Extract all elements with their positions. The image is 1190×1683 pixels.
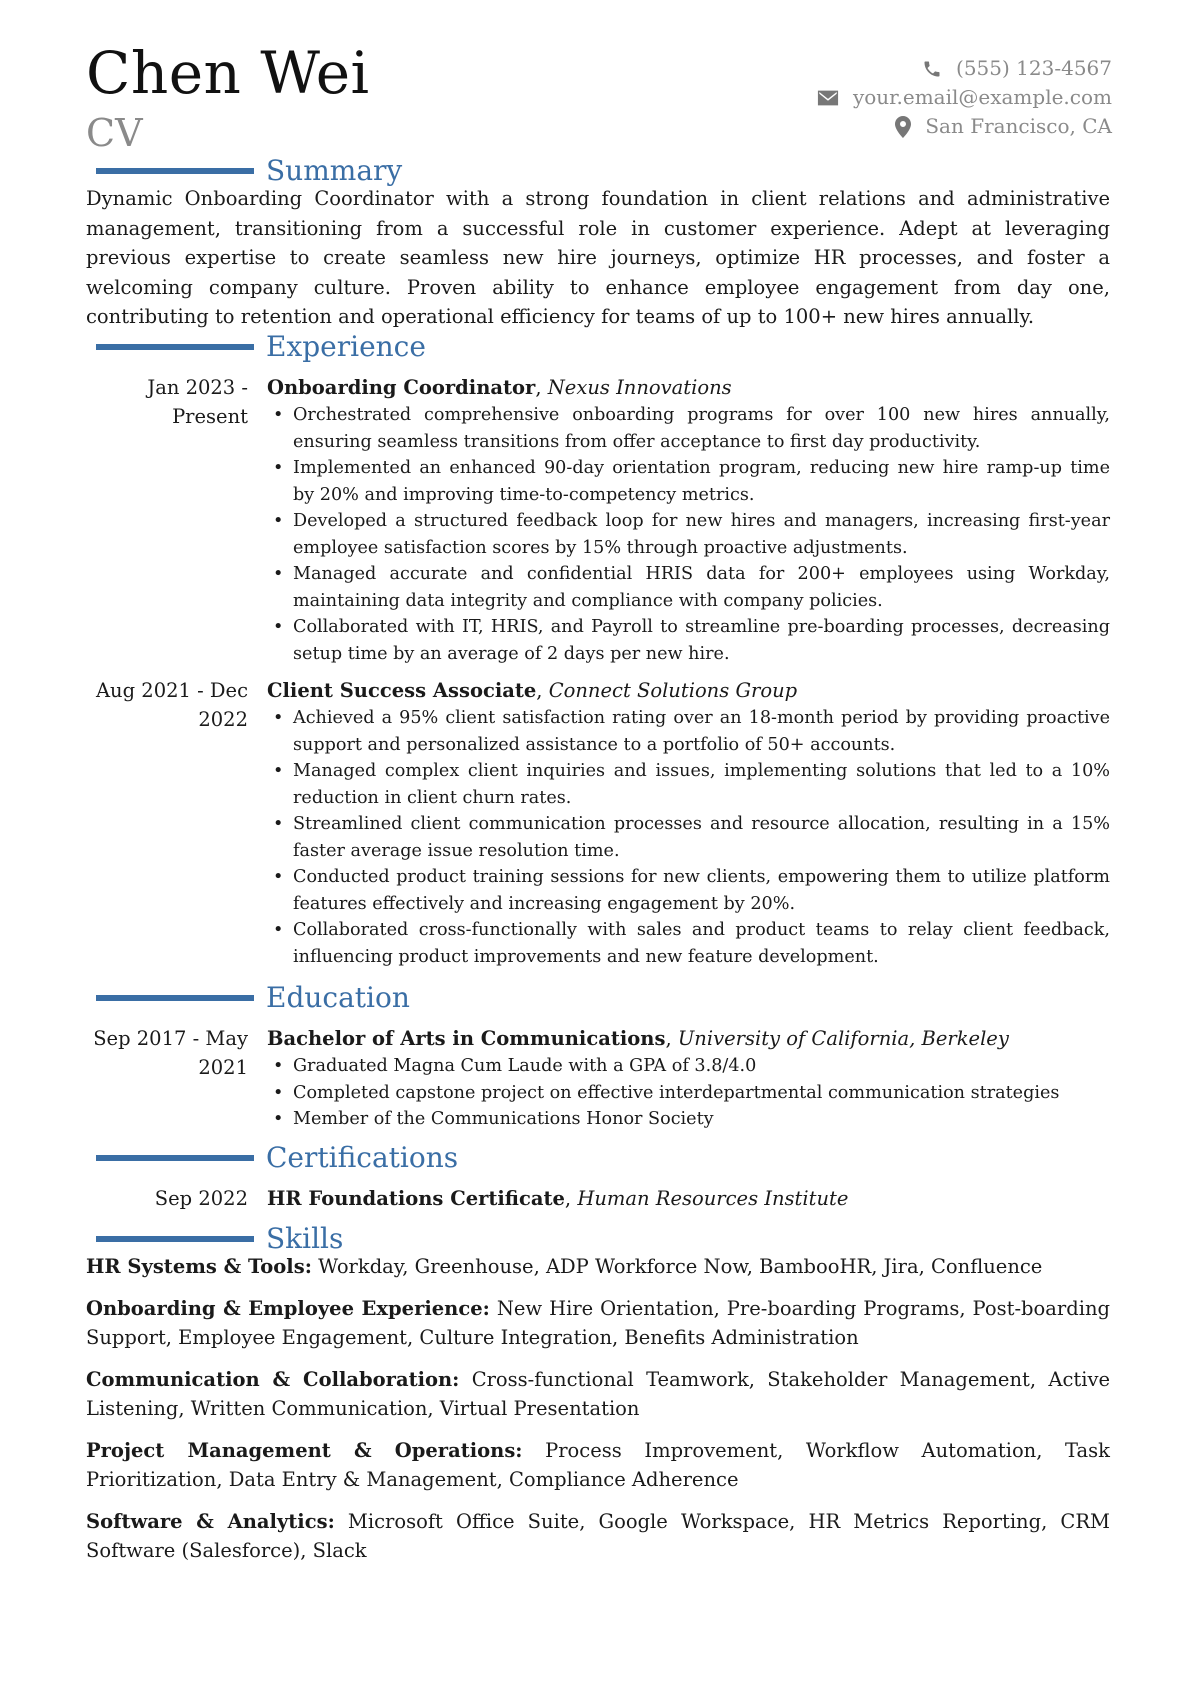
contact-phone <box>817 54 1112 83</box>
list-item: • Achieved a 95% client satisfaction rating over an 18-month period by providing proactive support and personalized assistance to a portfolio of 50+ accounts. <box>267 705 1110 758</box>
envelope-icon <box>817 89 839 107</box>
bullet-list <box>267 402 1110 667</box>
section-accent-bar <box>96 1236 254 1242</box>
section-heading-education <box>96 981 410 1015</box>
list-item: • Completed capstone project on effective interdepartmental communication strategies <box>267 1080 1110 1107</box>
candidate-name: Chen Wei <box>86 39 370 107</box>
contact-email <box>817 83 1112 112</box>
company-name: Connect Solutions Group <box>548 679 798 702</box>
job-title: Onboarding Coordinator <box>267 376 536 399</box>
bullet-list <box>267 705 1110 970</box>
skill-category: Communication & Collaboration: <box>86 1367 460 1391</box>
institution-name: University of California, Berkeley <box>677 1027 1009 1050</box>
entry-date: Aug 2021 - Dec 2022 <box>95 679 248 731</box>
section-heading-summary <box>96 154 402 188</box>
section-accent-bar <box>96 1155 254 1161</box>
list-item: • Streamlined client communication processes and resource allocation, resulting in a 15% faster average issue resolution time. <box>267 811 1110 864</box>
bullet-list <box>267 1053 1110 1133</box>
section-heading-certifications <box>96 1141 458 1175</box>
skill-group <box>86 1252 1110 1282</box>
email-address[interactable]: your.email@example.com <box>852 85 1112 109</box>
certificate-title: HR Foundations Certificate <box>267 1187 565 1210</box>
entry-body <box>267 1184 1110 1213</box>
entry-body <box>267 373 1110 667</box>
entry-date: Sep 2017 - May 2021 <box>93 1027 248 1079</box>
list-item: • Managed complex client inquiries and issues, implementing solutions that led to a 10% reduction in client churn rates. <box>267 758 1110 811</box>
section-title-experience: Experience <box>266 330 426 363</box>
entry-heading: Bachelor of Arts in Communications, University of California, Berkeley <box>267 1027 1009 1050</box>
map-pin-icon <box>895 116 911 138</box>
job-title: Client Success Associate <box>267 679 537 702</box>
list-item: • Collaborated cross-functionally with sales and product teams to relay client feedback, influencing product improvements and new feature development. <box>267 917 1110 970</box>
company-name: Nexus Innovations <box>547 376 732 399</box>
section-title-summary: Summary <box>266 154 403 187</box>
section-accent-bar <box>96 168 254 174</box>
skill-category: HR Systems & Tools: <box>86 1255 312 1278</box>
skill-items: Workday, Greenhouse, ADP Workforce Now, BambooHR, Jira, Confluence <box>318 1255 1043 1278</box>
skill-group <box>86 1507 1110 1566</box>
section-accent-bar <box>96 995 254 1001</box>
skill-group <box>86 1294 1110 1353</box>
list-item: • Collaborated with IT, HRIS, and Payroll to streamline pre-boarding processes, decreasing setup time by an average of 2 days per new hire. <box>267 614 1110 667</box>
skill-items: Process Improvement, Workflow Automation, Task Prioritization, Data Entry & Management, Compliance Adherence <box>86 1438 1110 1491</box>
list-item: • Implemented an enhanced 90-day orientation program, reducing new hire ramp-up time by 20% and improving time-to-competency metrics. <box>267 455 1110 508</box>
skill-category: Software & Analytics: <box>86 1509 335 1533</box>
skill-category: Project Management & Operations: <box>86 1438 523 1462</box>
section-title-skills: Skills <box>266 1222 344 1255</box>
skill-items: New Hire Orientation, Pre-boarding Programs, Post-boarding Support, Employee Engagement, Culture Integration, Benefits Administration <box>86 1296 1110 1349</box>
entry-body <box>267 1024 1110 1133</box>
entry-heading: Client Success Associate, Connect Solutions Group <box>267 679 798 702</box>
section-title-certifications: Certifications <box>266 1141 459 1174</box>
phone-icon <box>922 59 942 79</box>
skills-list <box>86 1252 1110 1578</box>
phone-number[interactable]: (555) 123-4567 <box>956 56 1112 80</box>
list-item: • Developed a structured feedback loop for new hires and managers, increasing first-year employee satisfaction scores by 15% through proactive adjustments. <box>267 508 1110 561</box>
entry-heading: Onboarding Coordinator, Nexus Innovations <box>267 376 732 399</box>
summary-paragraph: Dynamic Onboarding Coordinator with a strong foundation in client relations and administrative management, transitioning from a successful role in customer experience. Adept at leveraging previous expertise to create seamless new hire journeys, optimize HR processes, and foster a welcoming company culture. Proven ability to enhance employee engagement from day one, contributing to retention and operational efficiency for teams of up to 100+ new hires annually. <box>86 187 1110 328</box>
contact-block <box>817 54 1112 141</box>
list-item: • Conducted product training sessions for new clients, empowering them to utilize platform features effectively and increasing engagement by 20%. <box>267 864 1110 917</box>
skill-group <box>86 1365 1110 1424</box>
skill-items: Microsoft Office Suite, Google Workspace, HR Metrics Reporting, CRM Software (Salesforce), Slack <box>86 1509 1110 1562</box>
contact-location <box>817 112 1112 141</box>
section-heading-skills <box>96 1222 343 1256</box>
skill-category: Onboarding & Employee Experience: <box>86 1296 490 1320</box>
list-item: • Managed accurate and confidential HRIS data for 200+ employees using Workday, maintaining data integrity and compliance with company policies. <box>267 561 1110 614</box>
list-item: • Orchestrated comprehensive onboarding programs for over 100 new hires annually, ensuring seamless transitions from offer acceptance to first day productivity. <box>267 402 1110 455</box>
entry-date: Jan 2023 - Present <box>147 376 248 428</box>
issuer-name: Human Resources Institute <box>577 1187 849 1210</box>
skill-group <box>86 1436 1110 1495</box>
entry-heading: HR Foundations Certificate, Human Resources Institute <box>267 1187 849 1210</box>
entry-body <box>267 676 1110 970</box>
location-text: San Francisco, CA <box>925 114 1112 138</box>
skill-items: Cross-functional Teamwork, Stakeholder Management, Active Listening, Written Communication, Virtual Presentation <box>86 1367 1110 1420</box>
degree-title: Bachelor of Arts in Communications <box>267 1027 666 1050</box>
document-subtitle: CV <box>86 111 143 155</box>
section-accent-bar <box>96 344 254 350</box>
list-item: • Member of the Communications Honor Society <box>267 1106 1110 1133</box>
list-item: • Graduated Magna Cum Laude with a GPA of 3.8/4.0 <box>267 1053 1110 1080</box>
section-heading-experience <box>96 330 426 364</box>
section-title-education: Education <box>266 981 410 1014</box>
entry-date: Sep 2022 <box>154 1187 248 1210</box>
